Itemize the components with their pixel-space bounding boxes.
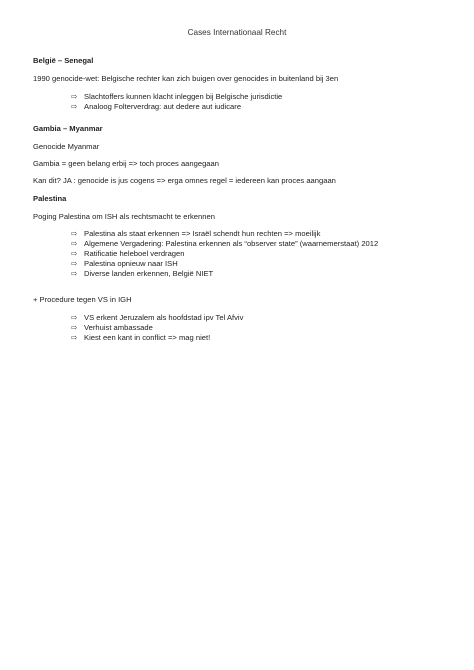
palestina-bullets (71, 229, 454, 279)
list-item (71, 313, 454, 323)
heading-palestina: Palestina (33, 194, 67, 203)
procedure-line: + Procedure tegen VS in IGH (33, 295, 132, 304)
outlined-right-arrow-icon: ⇨ (71, 313, 78, 322)
gambia-line-1: Genocide Myanmar (33, 142, 100, 151)
outlined-right-arrow-icon: ⇨ (71, 249, 78, 259)
list-item (71, 102, 454, 112)
outlined-right-arrow-icon: ⇨ (71, 323, 78, 333)
list-item-text: VS erkent Jeruzalem als hoofdstad ipv Tel Afviv (84, 313, 244, 322)
list-item (71, 92, 454, 102)
list-item (71, 269, 454, 279)
list-item-text: Algemene Vergadering: Palestina erkennen als “observer state” (waarnemerstaat) 2012 (84, 239, 379, 249)
procedure-bullets (71, 313, 454, 343)
outlined-right-arrow-icon: ⇨ (71, 239, 78, 249)
list-item-text: Diverse landen erkennen, België NIET (84, 269, 214, 279)
list-item (71, 259, 454, 269)
list-item-text: Kiest een kant in conflict => mag niet! (84, 333, 211, 343)
list-item-text: Verhuist ambassade (84, 323, 153, 333)
document-title: Cases Internationaal Recht (187, 28, 287, 37)
list-item (71, 249, 454, 259)
list-item-text: Palestina opnieuw naar ISH (84, 259, 178, 269)
list-item-text: Palestina als staat erkennen => Israël schendt hun rechten => moeilijk (84, 229, 321, 238)
gambia-line-2: Gambia = geen belang erbij => toch proces aangegaan (33, 159, 219, 168)
list-item-text: Analoog Folterverdrag: aut dedere aut iudicare (84, 102, 242, 112)
heading-belgie-senegal: België – Senegal (33, 56, 94, 65)
heading-gambia-myanmar: Gambia – Myanmar (33, 124, 103, 133)
list-item (71, 333, 454, 343)
gambia-line-3: Kan dit? JA : genocide is jus cogens => erga omnes regel = iedereen kan proces aangaan (33, 176, 336, 185)
list-item (71, 229, 454, 239)
outlined-right-arrow-icon: ⇨ (71, 229, 78, 238)
list-item-text: Slachtoffers kunnen klacht inleggen bij Belgische jurisdictie (84, 92, 283, 101)
outlined-right-arrow-icon: ⇨ (71, 92, 78, 101)
belgie-intro: 1990 genocide-wet: Belgische rechter kan zich buigen over genocides in buitenland bij 3en (33, 74, 339, 83)
list-item (71, 239, 454, 249)
outlined-right-arrow-icon: ⇨ (71, 269, 78, 279)
list-item (71, 323, 454, 333)
outlined-right-arrow-icon: ⇨ (71, 102, 78, 112)
outlined-right-arrow-icon: ⇨ (71, 333, 78, 343)
outlined-right-arrow-icon: ⇨ (71, 259, 78, 269)
list-item-text: Ratificatie heleboel verdragen (84, 249, 185, 259)
belgie-bullets (71, 92, 454, 112)
palestina-intro: Poging Palestina om ISH als rechtsmacht te erkennen (33, 212, 215, 221)
